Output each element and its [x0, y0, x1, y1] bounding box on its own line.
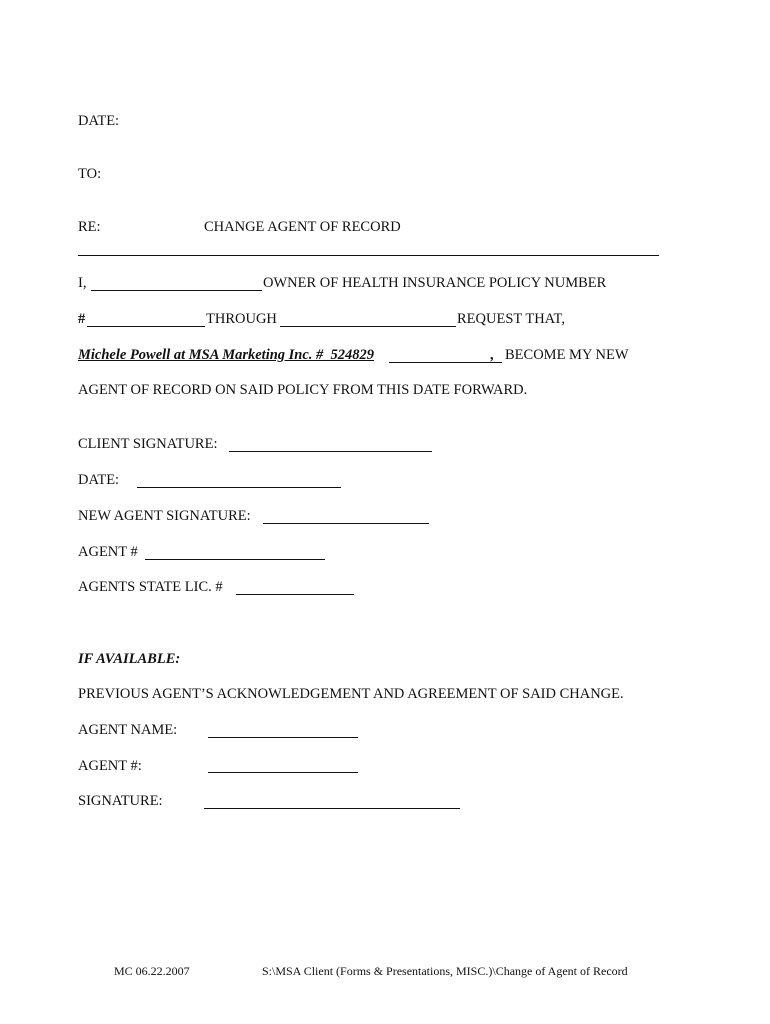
- signature-date-field[interactable]: [137, 487, 341, 488]
- to-label: TO:: [78, 166, 102, 182]
- client-signature-field[interactable]: [229, 451, 432, 452]
- agents-state-lic-label: AGENTS STATE LIC. #: [78, 579, 223, 595]
- agents-state-lic-field[interactable]: [236, 594, 354, 595]
- header-divider: [78, 255, 659, 256]
- footer-revision: MC 06.22.2007: [114, 964, 190, 978]
- policy-number-blank[interactable]: [87, 326, 205, 327]
- agent-number-label: AGENT #: [78, 544, 138, 560]
- line1-prefix: I,: [78, 275, 87, 291]
- previous-agent-name-label: AGENT NAME:: [78, 722, 178, 738]
- footer-file-path: S:\MSA Client (Forms & Presentations, MISC.)\Change of Agent of Record: [262, 964, 628, 978]
- previous-agent-signature-field[interactable]: [204, 808, 460, 809]
- previous-agent-name-field[interactable]: [208, 737, 358, 738]
- new-agent-signature-label: NEW AGENT SIGNATURE:: [78, 508, 251, 524]
- signature-date-label: DATE:: [78, 472, 120, 488]
- line2-through: THROUGH: [206, 311, 277, 327]
- policy-hash: #: [78, 311, 86, 327]
- date-label: DATE:: [78, 113, 120, 129]
- line1-suffix: OWNER OF HEALTH INSURANCE POLICY NUMBER: [263, 275, 607, 291]
- re-subject: CHANGE AGENT OF RECORD: [204, 219, 401, 235]
- previous-agent-signature-label: SIGNATURE:: [78, 793, 163, 809]
- client-signature-label: CLIENT SIGNATURE:: [78, 436, 218, 452]
- agent-number-field[interactable]: [145, 559, 325, 560]
- line3-comma: ,: [490, 347, 494, 363]
- line2-request: REQUEST THAT,: [457, 311, 565, 327]
- new-agent-name: Michele Powell at MSA Marketing Inc. #_524829: [78, 347, 375, 363]
- new-agent-signature-field[interactable]: [263, 523, 429, 524]
- previous-agent-statement: PREVIOUS AGENT’S ACKNOWLEDGEMENT AND AGREEMENT OF SAID CHANGE.: [78, 686, 624, 702]
- re-label: RE:: [78, 219, 101, 235]
- previous-agent-number-field[interactable]: [208, 772, 358, 773]
- line4: AGENT OF RECORD ON SAID POLICY FROM THIS DATE FORWARD.: [78, 382, 528, 398]
- previous-agent-number-label: AGENT #:: [78, 758, 142, 774]
- owner-name-blank[interactable]: [91, 290, 262, 291]
- line3-suffix: BECOME MY NEW: [505, 347, 629, 363]
- agent-blank[interactable]: [389, 362, 502, 363]
- through-blank[interactable]: [280, 326, 456, 327]
- if-available-heading: IF AVAILABLE:: [78, 651, 181, 667]
